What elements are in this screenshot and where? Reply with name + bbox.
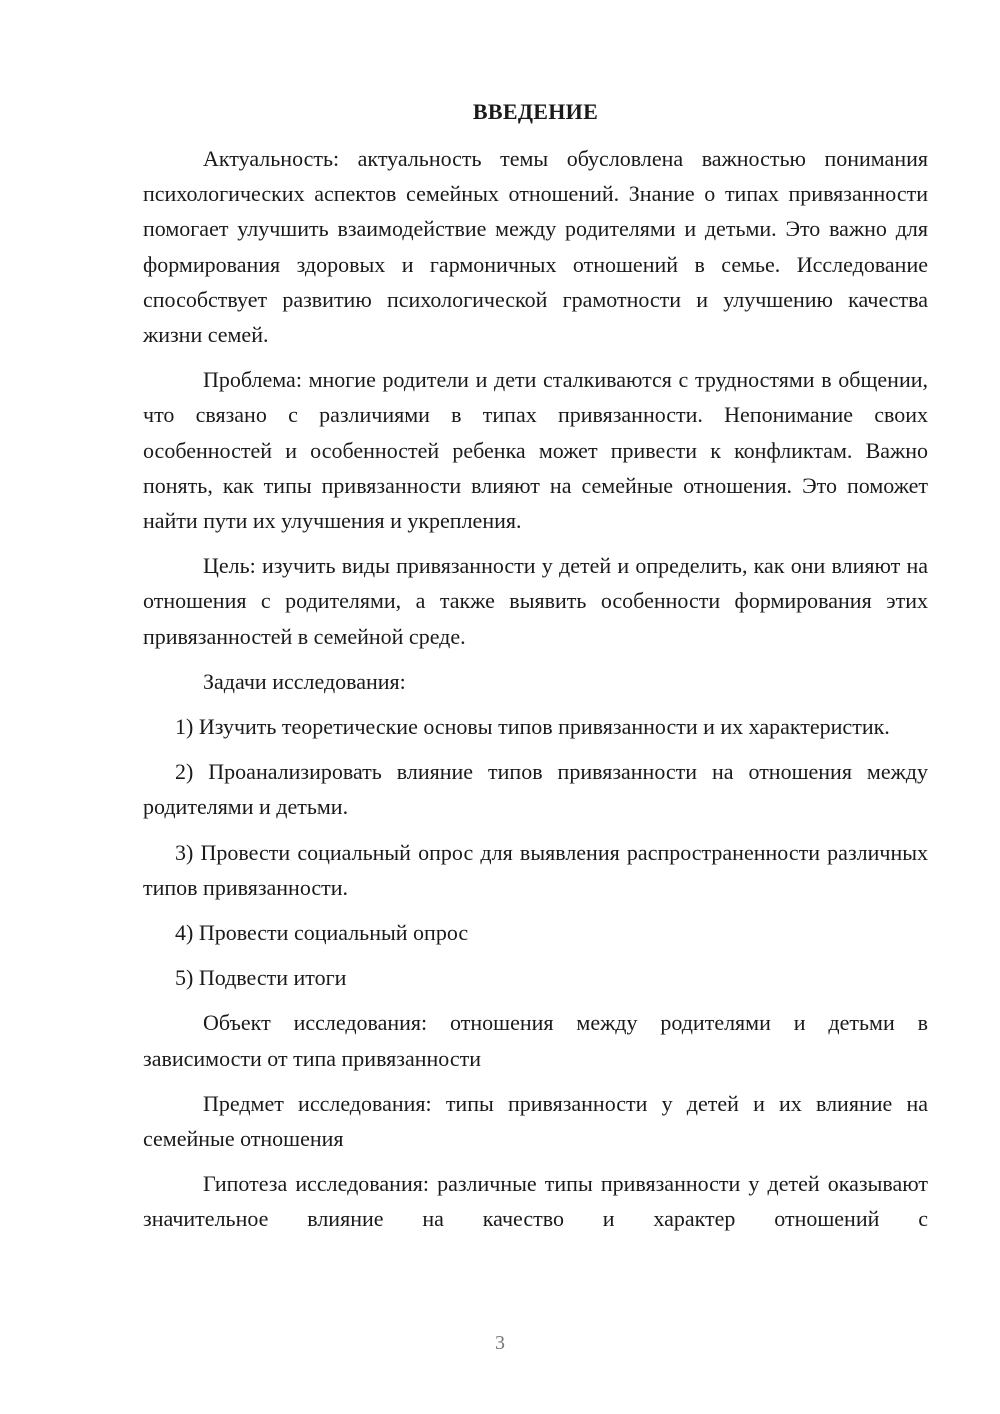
task-item-1: 1) Изучить теоретические основы типов привязанности и их характеристик. bbox=[175, 714, 890, 740]
goal-paragraph: Цель: изучить виды привязанности у детей и определить, как они влияют на отношения с родителями, а также выявить особенности формирования этих привязанностей в семейной среде. bbox=[143, 553, 928, 649]
page-title: ВВЕДЕНИЕ bbox=[472, 99, 599, 124]
page-number: 3 bbox=[495, 1332, 505, 1354]
task-item-2: 2) Проанализировать влияние типов привязанности на отношения между родителями и детьми. bbox=[143, 759, 928, 820]
problem-paragraph: Проблема: многие родители и дети сталкиваются с трудностями в общении, что связано с различиями в типах привязанности. Непонимание своих особенностей и особенностей ребенка может привести к конфликтам. Важно понять, как типы привязанности влияют на семейные отношения. Это поможет найти пути их улучшения и укрепления. bbox=[143, 367, 928, 534]
tasks-heading: Задачи исследования: bbox=[203, 668, 406, 694]
relevance-paragraph: Актуальность: актуальность темы обусловлена важностью понимания психологических аспектов семейных отношений. Знание о типах привязанности помогает улучшить взаимодействие между родителями и детьми. Это важно для формирования здоровых и гармоничных отношений в семье. Исследование способствует развитию психологической грамотности и улучшению качества жизни семей. bbox=[143, 146, 928, 348]
task-item-5: 5) Подвести итоги bbox=[175, 965, 347, 991]
object-paragraph: Объект исследования: отношения между родителями и детьми в зависимости от типа привязанности bbox=[143, 1010, 928, 1071]
task-item-3: 3) Провести социальный опрос для выявления распространенности различных типов привязанности. bbox=[143, 839, 928, 900]
hypothesis-paragraph: Гипотеза исследования: различные типы привязанности у детей оказывают значительное влияние на качество и характер отношений с bbox=[143, 1171, 928, 1232]
task-item-4: 4) Провести социальный опрос bbox=[175, 920, 469, 946]
document-page bbox=[143, 94, 928, 1247]
subject-paragraph: Предмет исследования: типы привязанности у детей и их влияние на семейные отношения bbox=[143, 1090, 928, 1152]
